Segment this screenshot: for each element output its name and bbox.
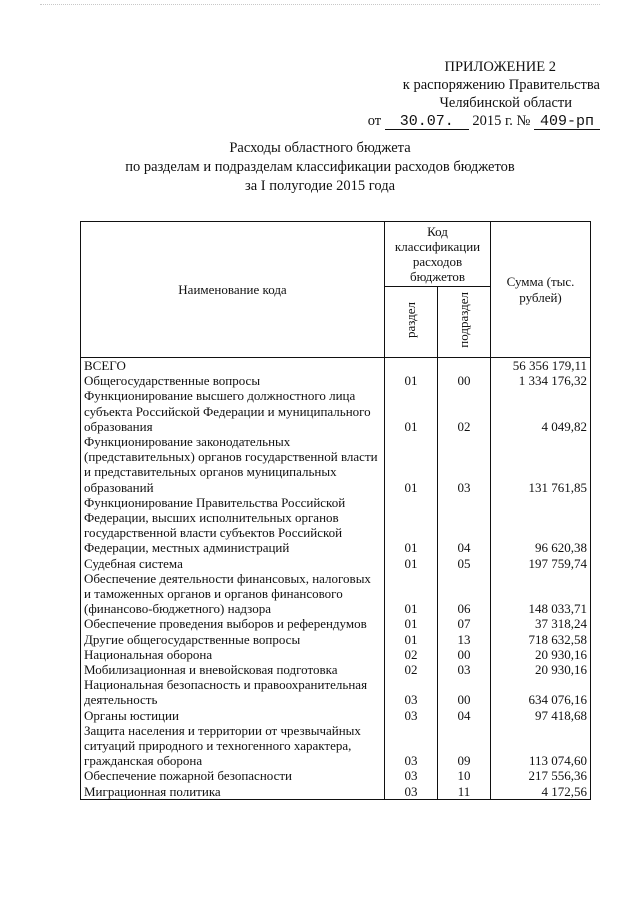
row-sum: 718 632,58	[491, 632, 591, 647]
appendix-line-3: Челябинской области	[439, 95, 572, 111]
row-name: Мобилизационная и вневойсковая подготовка	[81, 662, 385, 677]
row-subsection: 00	[438, 373, 491, 388]
table-row	[81, 556, 591, 571]
table-row	[81, 388, 591, 434]
row-subsection: 07	[438, 616, 491, 631]
row-section: 03	[385, 768, 438, 783]
row-section: 03	[385, 723, 438, 769]
table-body	[81, 358, 591, 800]
row-section: 01	[385, 434, 438, 495]
row-subsection: 09	[438, 723, 491, 769]
row-name: Обеспечение пожарной безопасности	[81, 768, 385, 783]
row-sum: 20 930,16	[491, 662, 591, 677]
row-subsection: 00	[438, 647, 491, 662]
row-sum: 4 049,82	[491, 388, 591, 434]
row-name: Национальная безопасность и правоохранительная деятельность	[81, 677, 385, 707]
row-section	[385, 358, 438, 374]
row-sum: 4 172,56	[491, 784, 591, 800]
row-section: 03	[385, 708, 438, 723]
handwritten-date: 30.07.	[385, 114, 469, 130]
row-section: 01	[385, 373, 438, 388]
row-sum: 96 620,38	[491, 495, 591, 556]
row-section: 03	[385, 677, 438, 707]
row-subsection: 13	[438, 632, 491, 647]
row-subsection: 04	[438, 495, 491, 556]
row-subsection: 00	[438, 677, 491, 707]
table-row	[81, 434, 591, 495]
row-section: 01	[385, 571, 438, 617]
appendix-title: ПРИЛОЖЕНИЕ 2	[444, 59, 556, 75]
row-sum: 113 074,60	[491, 723, 591, 769]
row-name: Национальная оборона	[81, 647, 385, 662]
row-subsection: 03	[438, 662, 491, 677]
row-name: ВСЕГО	[81, 358, 385, 374]
row-section: 01	[385, 556, 438, 571]
table-row	[81, 677, 591, 707]
header-sum: Сумма (тыс. рублей)	[491, 222, 591, 358]
row-name: Судебная система	[81, 556, 385, 571]
year-text: 2015 г. №	[472, 113, 531, 129]
header-subsection	[438, 286, 491, 357]
row-name: Обеспечение деятельности финансовых, налоговых и таможенных органов и органов финансового (финансово-бюджетного) надзора	[81, 571, 385, 617]
row-sum: 131 761,85	[491, 434, 591, 495]
appendix-line-2: к распоряжению Правительства	[402, 77, 600, 93]
table-row	[81, 768, 591, 783]
row-name: Другие общегосударственные вопросы	[81, 632, 385, 647]
header-subsection-label: подраздел	[456, 292, 471, 349]
table-row	[81, 723, 591, 769]
row-sum: 197 759,74	[491, 556, 591, 571]
row-subsection: 10	[438, 768, 491, 783]
row-section: 01	[385, 495, 438, 556]
row-sum: 217 556,36	[491, 768, 591, 783]
row-sum: 97 418,68	[491, 708, 591, 723]
row-name: Общегосударственные вопросы	[81, 373, 385, 388]
row-subsection: 06	[438, 571, 491, 617]
row-name: Функционирование высшего должностного лица субъекта Российской Федерации и муниципального образования	[81, 388, 385, 434]
table-row	[81, 616, 591, 631]
row-section: 02	[385, 662, 438, 677]
table-row	[81, 358, 591, 374]
row-name: Органы юстиции	[81, 708, 385, 723]
scan-edge-line	[40, 4, 600, 5]
appendix-date-row	[340, 112, 600, 130]
title-line-2: по разделам и подразделам классификации расходов бюджетов	[125, 159, 515, 175]
date-prefix: от	[367, 113, 382, 129]
table-row	[81, 708, 591, 723]
row-subsection	[438, 358, 491, 374]
title-line-1: Расходы областного бюджета	[229, 140, 411, 156]
budget-table	[80, 221, 591, 800]
row-subsection: 04	[438, 708, 491, 723]
row-name: Функционирование Правительства Российской Федерации, высших исполнительных органов государственной власти субъектов Российской Федерации, местных администраций	[81, 495, 385, 556]
row-subsection: 02	[438, 388, 491, 434]
table-row	[81, 662, 591, 677]
header-code: Код классификации расходов бюджетов	[385, 222, 491, 287]
row-name: Защита населения и территории от чрезвычайных ситуаций природного и техногенного характера, гражданская оборона	[81, 723, 385, 769]
table-row	[81, 784, 591, 800]
table-row	[81, 647, 591, 662]
header-section-label: раздел	[403, 302, 418, 339]
handwritten-number: 409-рп	[534, 114, 600, 130]
row-sum: 1 334 176,32	[491, 373, 591, 388]
row-sum: 56 356 179,11	[491, 358, 591, 374]
row-section: 01	[385, 388, 438, 434]
row-sum: 148 033,71	[491, 571, 591, 617]
row-subsection: 03	[438, 434, 491, 495]
row-name: Функционирование законодательных (представительных) органов государственной власти и представительных органов муниципальных образований	[81, 434, 385, 495]
row-section: 01	[385, 616, 438, 631]
table-row	[81, 495, 591, 556]
row-subsection: 11	[438, 784, 491, 800]
title-line-3: за I полугодие 2015 года	[244, 178, 396, 194]
table-row	[81, 632, 591, 647]
row-section: 02	[385, 647, 438, 662]
document-title	[0, 139, 640, 196]
row-sum: 37 318,24	[491, 616, 591, 631]
row-sum: 634 076,16	[491, 677, 591, 707]
row-section: 03	[385, 784, 438, 800]
header-name: Наименование кода	[81, 222, 385, 358]
row-name: Миграционная политика	[81, 784, 385, 800]
row-subsection: 05	[438, 556, 491, 571]
row-section: 01	[385, 632, 438, 647]
row-name: Обеспечение проведения выборов и референдумов	[81, 616, 385, 631]
row-sum: 20 930,16	[491, 647, 591, 662]
table-row	[81, 571, 591, 617]
table-row	[81, 373, 591, 388]
header-section	[385, 286, 438, 357]
appendix-header	[340, 58, 600, 130]
